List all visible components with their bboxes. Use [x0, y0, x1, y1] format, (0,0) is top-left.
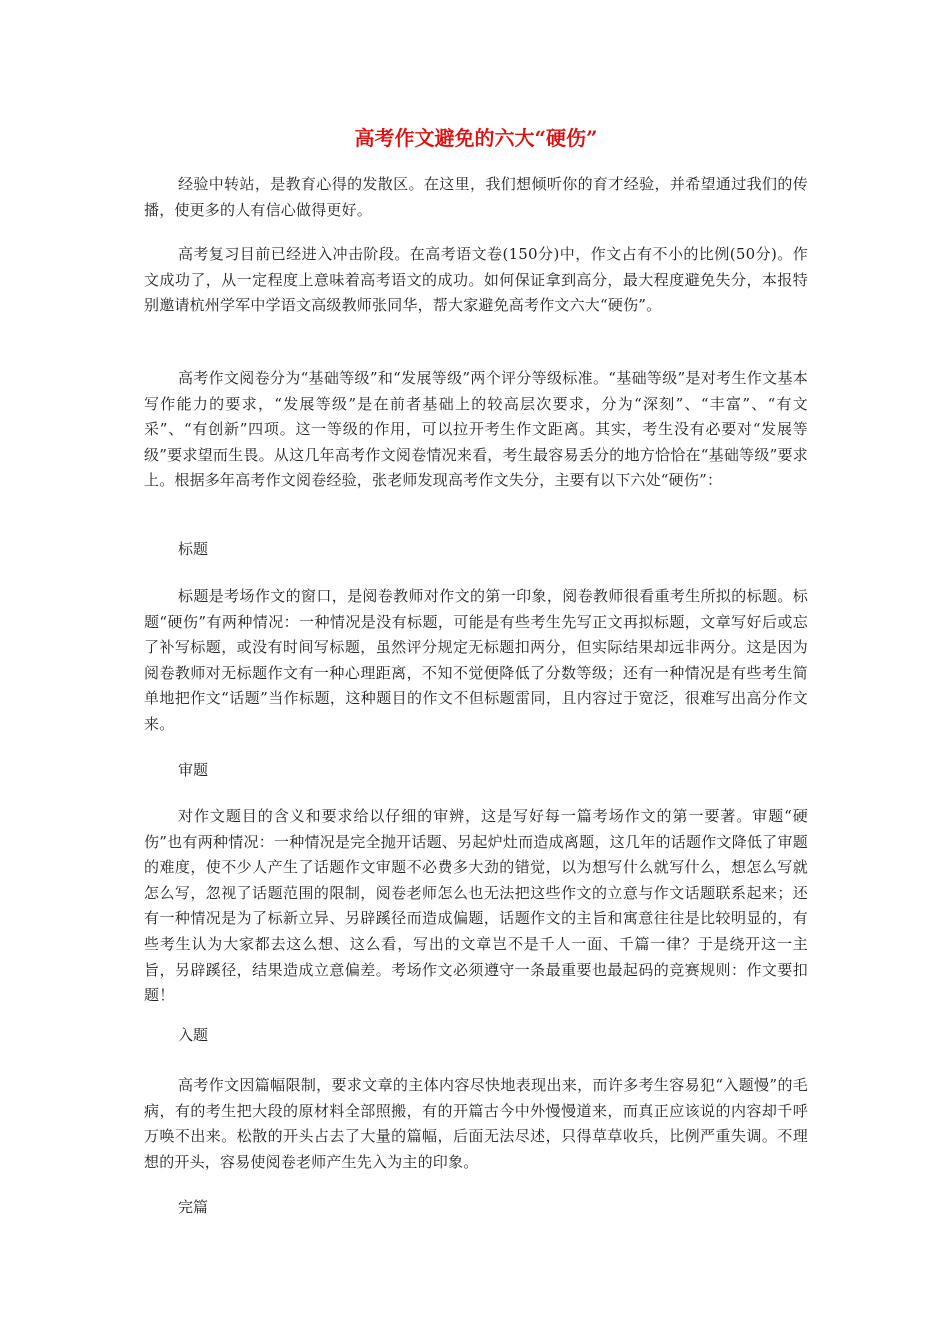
paragraph-background: 高考复习目前已经进入冲击阶段。在高考语文卷(150分)中，作文占有不小的比例(50分)。作文成功了，从一定程度上意味着高考语文的成功。如何保证拿到高分，最大程度避免失分，本报特别邀请杭州学军中学语文高级教师张同华，帮大家避免高考作文六大“硬伤”。: [144, 245, 808, 315]
paragraph-intro: 经验中转站，是教育心得的发散区。在这里，我们想倾听你的育才经验，并希望通过我们的传播，使更多的人有信心做得更好。: [144, 175, 808, 219]
section-heading-complete: 完篇: [178, 1198, 209, 1216]
paragraph-entry-body: 高考作文因篇幅限制，要求文章的主体内容尽快地表现出来，而许多考生容易犯“入题慢”的毛病，有的考生把大段的原材料全部照搬，有的开篇古今中外慢慢道来，而真正应该说的内容却千呼万唤不出来。松散的开头占去了大量的篇幅，后面无法尽述，只得草草收兵，比例严重失调。不理想的开头，容易使阅卷老师产生先入为主的印象。: [144, 1076, 808, 1171]
section-heading-review: 审题: [178, 761, 209, 779]
section-heading-entry: 入题: [178, 1026, 209, 1044]
paragraph-grading: 高考作文阅卷分为“基础等级”和“发展等级”两个评分等级标准。“基础等级”是对考生作文基本写作能力的要求，“发展等级”是在前者基础上的较高层次要求，分为“深刻”、“丰富”、“有文采”、“有创新”四项。这一等级的作用，可以拉开考生作文距离。其实，考生没有必要对“发展等级”要求望而生畏。从这几年高考作文阅卷情况来看，考生最容易丢分的地方恰恰在“基础等级”要求上。根据多年高考作文阅卷经验，张老师发现高考作文失分，主要有以下六处“硬伤”：: [144, 369, 808, 490]
section-heading-title: 标题: [178, 540, 209, 558]
paragraph-title-body: 标题是考场作文的窗口，是阅卷教师对作文的第一印象，阅卷教师很看重考生所拟的标题。标题“硬伤”有两种情况：一种情况是没有标题，可能是有些考生先写正文再拟标题，文章写好后或忘了补写标题，或没有时间写标题，虽然评分规定无标题扣两分，但实际结果却远非两分。这是因为阅卷教师对无标题作文有一种心理距离，不知不觉便降低了分数等级；还有一种情况是有些考生简单地把作文“话题”当作标题，这种题目的作文不但标题雷同，且内容过于宽泛，很难写出高分作文来。: [144, 587, 808, 733]
paragraph-review-body: 对作文题目的含义和要求给以仔细的审辨，这是写好每一篇考场作文的第一要著。审题“硬伤”也有两种情况：一种情况是完全抛开话题、另起炉灶而造成离题，这几年的话题作文降低了审题的难度，使不少人产生了话题作文审题不必费多大劲的错觉，以为想写什么就写什么，想怎么写就怎么写，忽视了话题范围的限制，阅卷老师怎么也无法把这些作文的立意与作文话题联系起来；还有一种情况是为了标新立异、另辟蹊径而造成偏题，话题作文的主旨和寓意往往是比较明显的，有些考生认为大家都去这么想、这么看，写出的文章岂不是千人一面、千篇一律？于是绕开这一主旨，另辟蹊径，结果造成立意偏差。考场作文必须遵守一条最重要也最起码的竞赛规则：作文要扣题！: [144, 807, 808, 1005]
document-title: 高考作文避免的六大“硬伤”: [354, 126, 598, 150]
